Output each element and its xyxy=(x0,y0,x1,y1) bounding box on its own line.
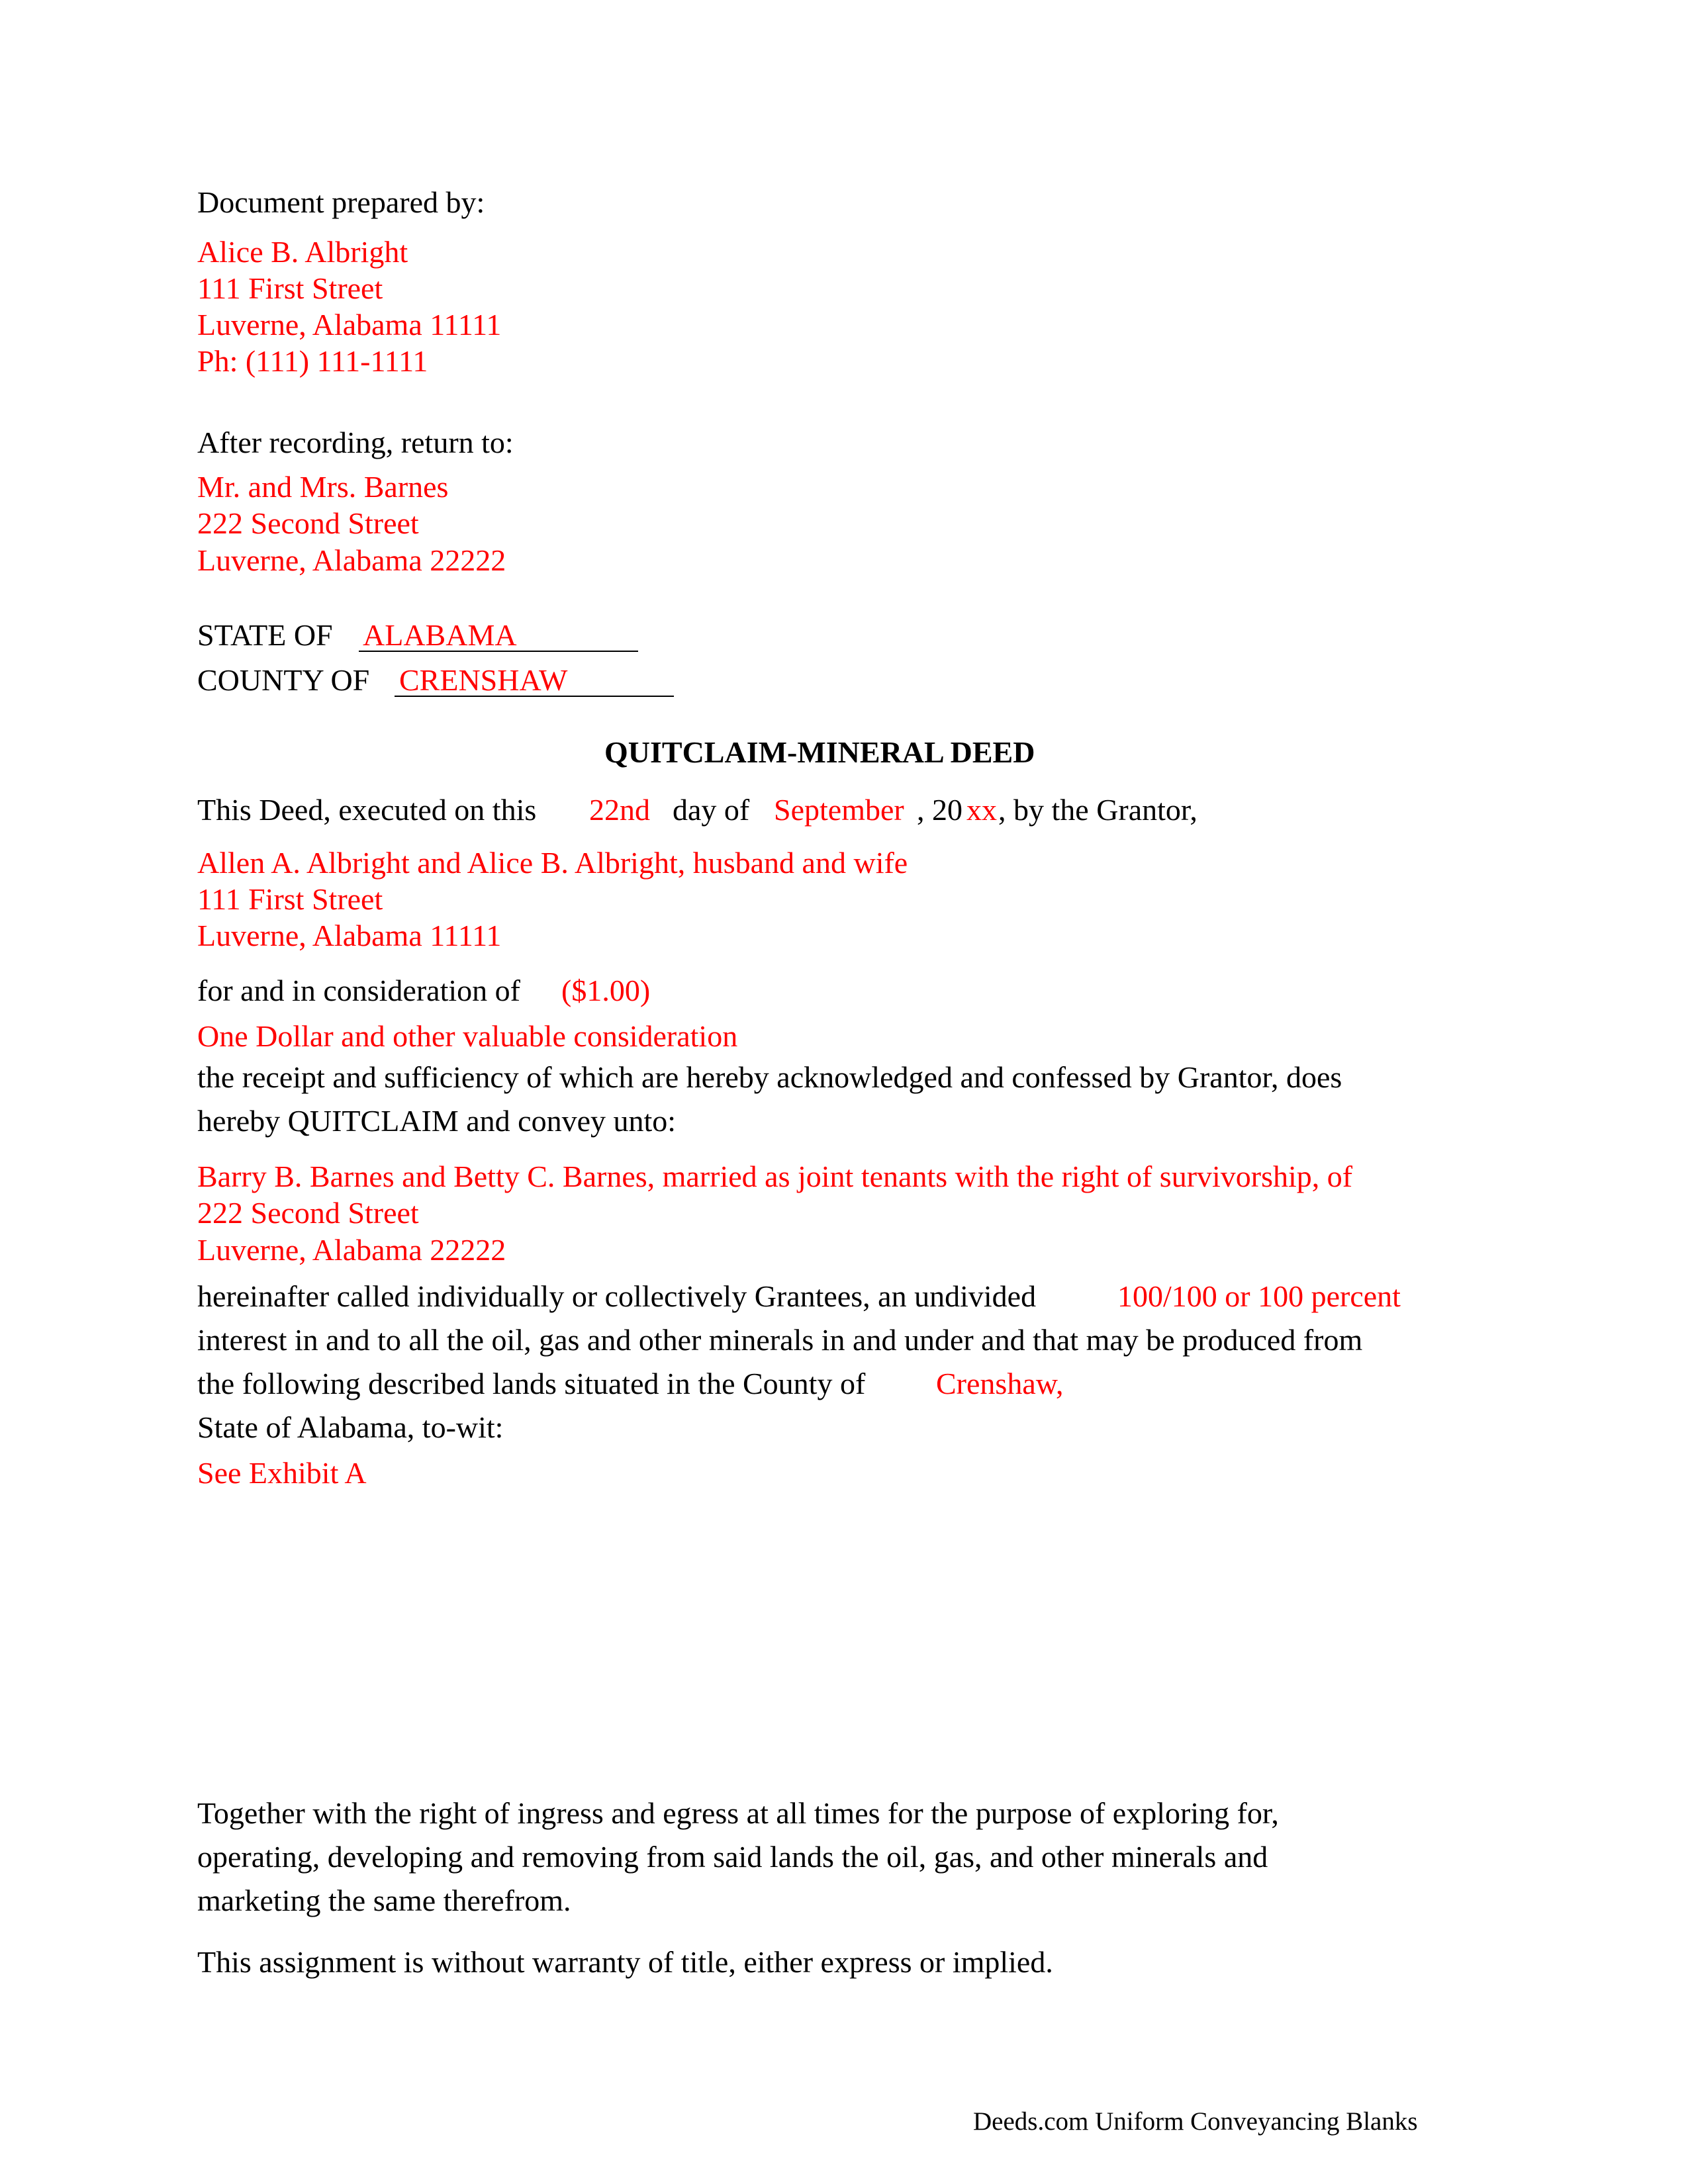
state-value: ALABAMA xyxy=(363,618,517,652)
receipt-line-1: the receipt and sufficiency of which are hereby acknowledged and confessed by Grantor, does xyxy=(197,1060,1342,1094)
closing-line-3: marketing the same therefrom. xyxy=(197,1884,571,1917)
county-underline xyxy=(395,696,674,697)
execution-month: September xyxy=(774,793,904,827)
county-value: CRENSHAW xyxy=(399,663,568,697)
grantee-names: Barry B. Barnes and Betty C. Barnes, married as joint tenants with the right of survivorship, of xyxy=(197,1160,1353,1193)
return-to-city: Luverne, Alabama 22222 xyxy=(197,543,506,577)
consideration-amount: ($1.00) xyxy=(561,974,651,1007)
return-to-name: Mr. and Mrs. Barnes xyxy=(197,470,449,504)
grantor-names: Allen A. Albright and Alice B. Albright, husband and wife xyxy=(197,846,908,880)
grantor-street: 111 First Street xyxy=(197,882,383,916)
preparer-phone: Ph: (111) 111-1111 xyxy=(197,344,428,378)
interest-line-3: the following described lands situated in the County of xyxy=(197,1367,866,1400)
execution-year-prefix: , 20 xyxy=(917,793,962,827)
prepared-by-label: Document prepared by: xyxy=(197,185,485,219)
grantee-street: 222 Second Street xyxy=(197,1196,419,1230)
footer-brand: Deeds.com Uniform Conveyancing Blanks xyxy=(973,2107,1418,2136)
closing-line-2: operating, developing and removing from said lands the oil, gas, and other minerals and xyxy=(197,1840,1268,1874)
state-underline xyxy=(359,651,638,652)
interest-line-1: hereinafter called individually or collectively Grantees, an undivided xyxy=(197,1279,1037,1313)
interest-line-2: interest in and to all the oil, gas and other minerals in and under and that may be produced from xyxy=(197,1323,1363,1357)
consideration-words: One Dollar and other valuable consideration xyxy=(197,1019,738,1053)
warranty-statement: This assignment is without warranty of title, either express or implied. xyxy=(197,1945,1053,1979)
preparer-city: Luverne, Alabama 11111 xyxy=(197,308,502,341)
preparer-street: 111 First Street xyxy=(197,271,383,305)
execution-day-of: day of xyxy=(673,793,750,827)
return-to-label: After recording, return to: xyxy=(197,426,514,459)
execution-prefix: This Deed, executed on this xyxy=(197,793,537,827)
legal-description: See Exhibit A xyxy=(197,1456,367,1490)
closing-line-1: Together with the right of ingress and egress at all times for the purpose of exploring for, xyxy=(197,1796,1279,1830)
return-to-street: 222 Second Street xyxy=(197,506,419,540)
interest-line-4: State of Alabama, to-wit: xyxy=(197,1410,504,1444)
county-label: COUNTY OF xyxy=(197,663,370,697)
execution-year-suffix: xx xyxy=(966,793,997,827)
grantee-city: Luverne, Alabama 22222 xyxy=(197,1233,506,1267)
grantor-city: Luverne, Alabama 11111 xyxy=(197,919,502,952)
interest-county: Crenshaw, xyxy=(936,1367,1064,1400)
interest-percent: 100/100 or 100 percent xyxy=(1117,1279,1401,1313)
execution-day: 22nd xyxy=(589,793,650,827)
receipt-line-2: hereby QUITCLAIM and convey unto: xyxy=(197,1104,677,1138)
consideration-label: for and in consideration of xyxy=(197,974,520,1007)
execution-suffix: , by the Grantor, xyxy=(998,793,1197,827)
state-label: STATE OF xyxy=(197,618,333,652)
preparer-name: Alice B. Albright xyxy=(197,235,408,269)
deed-title: QUITCLAIM-MINERAL DEED xyxy=(604,735,1035,769)
